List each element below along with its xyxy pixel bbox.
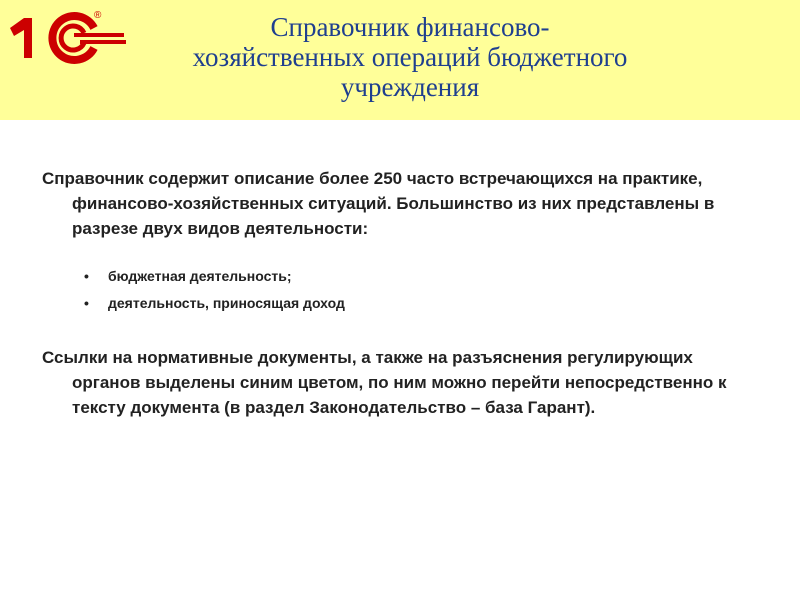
- title-line: хозяйственных операций бюджетного: [192, 42, 628, 72]
- bullet-icon: •: [84, 295, 89, 311]
- list-item-text: деятельность, приносящая доход: [108, 295, 345, 311]
- header-band: [0, 0, 800, 120]
- links-paragraph: Ссылки на нормативные документы, а также на разъяснения регулирующих органов выделены синим цветом, по ним можно перейти непосредственно к тексту документа (в раздел Законодательство – база Гарант).: [42, 348, 727, 417]
- list-item-text: бюджетная деятельность;: [108, 268, 292, 284]
- list-item: [42, 290, 762, 317]
- title-line: Справочник финансово-: [270, 12, 550, 42]
- title-line: учреждения: [340, 72, 480, 102]
- registered-mark: ®: [94, 10, 102, 21]
- content-body: [42, 166, 762, 420]
- bullet-icon: •: [84, 268, 89, 284]
- page-title: [130, 12, 690, 102]
- intro-paragraph: Справочник содержит описание более 250 часто встречающихся на практике, финансово-хозяйственных ситуаций. Большинство из них представлены в разрезе двух видов деятельности:: [42, 169, 715, 238]
- list-item: [42, 263, 762, 290]
- activity-list: [42, 263, 762, 317]
